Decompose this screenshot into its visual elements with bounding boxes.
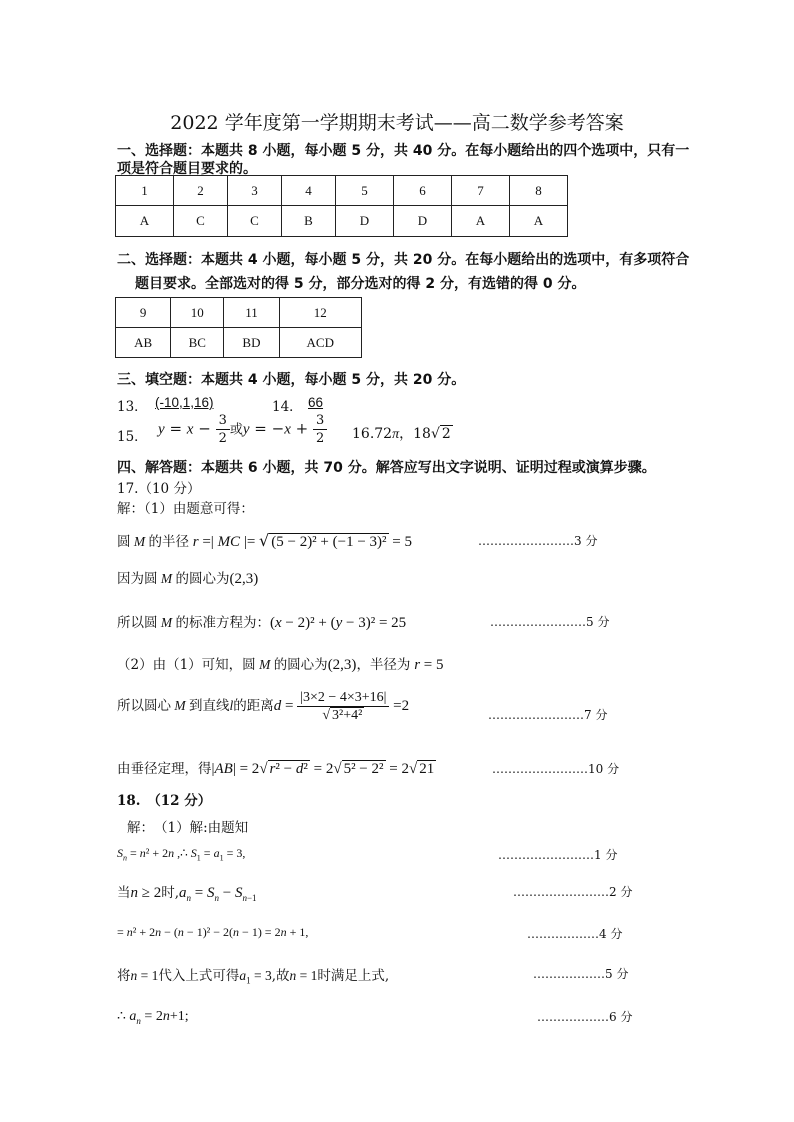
table-cell: AB: [116, 328, 171, 358]
table-cell: 1: [116, 176, 174, 206]
score-7: ……………………7 分: [488, 708, 608, 722]
table-cell: A: [116, 206, 174, 237]
table-cell: BD: [224, 328, 279, 358]
q18-intro: 解： （1）解:由题知: [127, 820, 249, 836]
q15-answer: y = x − $\frac{3}{2}$ 或y = −x + $\frac{3}{2}$: [158, 412, 327, 447]
table-cell: B: [281, 206, 335, 237]
q17-intro: 解：（1）由题意可得：: [117, 501, 254, 517]
q17-equation-line: 所以圆 M 的标准方程为：(x − 2)² + (y − 3)² = 25: [117, 615, 407, 631]
q18-heading: 18. （12 分）: [117, 793, 212, 809]
table-cell: 4: [281, 176, 335, 206]
table-cell: 7: [451, 176, 509, 206]
table-cell: C: [174, 206, 228, 237]
q18-line2: 当n ≥ 2时$,a_n = S_n - S_{n-1}$: [117, 885, 257, 903]
score-6: ………………6 分: [537, 1010, 633, 1024]
q13-answer: (-10,1,16): [155, 395, 214, 410]
score-4: ………………4 分: [527, 927, 623, 941]
section2-line1: 二、选择题：本题共 4 小题，每小题 5 分，共 20 分。在每小题给出的选项中，有多项符合: [117, 252, 690, 268]
q18-line3: = n² + 2n − (n − 1)² − 2(n − 1) = 2n + 1,: [117, 925, 309, 939]
score-10: ……………………10 分: [492, 762, 620, 776]
table-cell: 6: [393, 176, 451, 206]
score-2: ……………………2 分: [513, 885, 633, 899]
table-row: [116, 328, 362, 358]
q17-distance-line: 所以圆心 M 到直线l的距离d = $\frac{|3\times 2 - 4\times 3+16|}{\text{√ 3²+4²}}$ =2: [117, 690, 410, 723]
table-cell: 12: [279, 298, 361, 328]
table-cell: 11: [224, 298, 279, 328]
table-cell: D: [335, 206, 393, 237]
table-row: [116, 298, 362, 328]
table-cell: A: [509, 206, 567, 237]
q18-line1: $S_n = n^2 + 2n$ ,∴ $S_1 = a_1 = 3$,: [117, 846, 246, 863]
score-3: ……………………3 分: [478, 534, 598, 548]
table-cell: 10: [171, 298, 224, 328]
answer-table-2: [115, 297, 362, 358]
score-1: ……………………1 分: [498, 848, 618, 862]
table-cell: 3: [227, 176, 281, 206]
section1-line2: 项是符合题目要求的。: [117, 161, 257, 177]
q18-line5: ∴ $a_n = 2n+1$;: [117, 1009, 189, 1026]
section2-line2: 题目要求。全部选对的得 5 分，部分选对的得 2 分，有选错的得 0 分。: [135, 276, 586, 292]
table-cell: 2: [174, 176, 228, 206]
q17-chord-line: 由垂径定理，得|AB| = 2√ r² − d² = 2√ 5² − 2² = 2√ 21: [117, 761, 435, 777]
table-cell: A: [451, 206, 509, 237]
section3-header: 三、填空题：本题共 4 小题，每小题 5 分，共 20 分。: [117, 372, 466, 388]
score-5b: ………………5 分: [533, 967, 629, 981]
table-cell: C: [227, 206, 281, 237]
q14-answer: 66: [308, 395, 324, 410]
table-cell: 9: [116, 298, 171, 328]
q13-label: 13．: [117, 399, 148, 415]
table-cell: 8: [509, 176, 567, 206]
page-title: 2022 学年度第一学期期末考试——高二数学参考答案: [170, 112, 624, 134]
table-row: [116, 206, 568, 237]
table-cell: BC: [171, 328, 224, 358]
table-cell: D: [393, 206, 451, 237]
q16-answer: 16.72π，18√ 2: [352, 426, 451, 442]
section4-header: 四、解答题：本题共 6 小题，共 70 分。解答应写出文字说明、证明过程或演算步骤。: [117, 460, 656, 476]
q15-label: 15．: [117, 429, 148, 445]
table-row: [116, 176, 568, 206]
score-5: ……………………5 分: [490, 615, 610, 629]
q17-heading: 17.（10 分）: [117, 481, 201, 497]
section1-line1: 一、选择题：本题共 8 小题，每小题 5 分，共 40 分。在每小题给出的四个选项中，只有一: [117, 143, 690, 159]
q17-radius-line: 圆 M 的半径 r =| MC |= √ (5 − 2)² + (−1 − 3)² = 5: [117, 531, 413, 550]
q17-part2-line: （2）由（1）可知，圆 M 的圆心为(2,3)，半径为 r = 5: [117, 657, 444, 673]
q14-label: 14．: [272, 399, 303, 415]
table-cell: 5: [335, 176, 393, 206]
q17-center-line: 因为圆 M 的圆心为(2,3): [117, 571, 259, 587]
q18-line4: 将n = 1代入上式可得$a_1 = 3$,故n = 1时满足上式,: [117, 968, 390, 986]
table-cell: ACD: [279, 328, 361, 358]
answer-table-1: [115, 175, 568, 237]
